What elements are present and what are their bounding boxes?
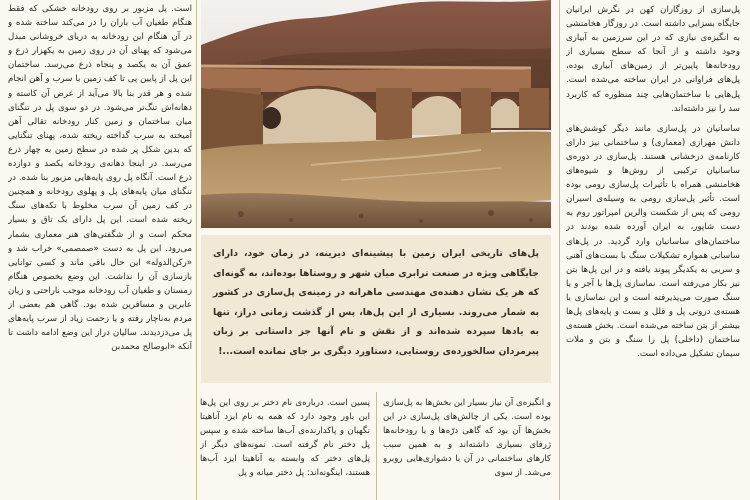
column-divider: [376, 392, 377, 500]
article-column-bottom-mid: [383, 396, 551, 500]
paragraph: پل‌سازی از روزگاران کهن در نگرش ایرانیان جایگاه بسزایی داشته است. در روزگار هخامنشی به انگیزه‌ی نیازی که در این سرزمین به آبیاری وجود داشته و از آنجا که سطح بسیاری از رودخانه‌ها پایین‌تر از زمین‌های آبیاری بوده، پل‌های فراوانی در ایران ساخته می‌شده است. پل‌هایی با ساختمان‌هایی چند منظوره که کاربرد سد را نیز داشته‌اند.: [566, 5, 740, 114]
photo-caption: پل‌های تاریخی ایران زمین با پیشینه‌ای دیرینه، در زمان خود، دارای جایگاهی ویژه در صنعت ترابری میان شهر و روستاها بوده‌اند، به گونه‌ای که هر یک نشان دهنده‌ی مهندسی ماهرانه در زمینه‌ی پل‌سازی در کشور به شمار می‌روند. بسیاری از این پل‌ها، پس از گذشت زمانی دراز، تنها به یادها سپرده شده‌اند و از نقش و نام آنها جز داستانی بر زبان پیرمردان سالخورده‌ی روستایی، دستاورد دیگری بر جای نمانده است...!: [201, 235, 551, 383]
bridge-photo: [201, 0, 551, 228]
article-column-bottom-inner: [200, 396, 370, 500]
column-divider: [559, 0, 560, 500]
paragraph: است. پل مزبور بر روی رودخانه خشکی که فقط هنگام طغیان آب باران را در می‌کند ساخته شده و در آن هنگام این رودخانه به دریای خروشانی مبدل می‌شود که پهنای آن در روی زمین به یکهزار ذرع و عمق آن به یکصد و پنجاه ذرع می‌رسد. ساختمان این پل از پایین پی تا کف زمین با سرب و آهن انجام شده و هر قدر بنا بالا می‌آید از عرض آن کاسته و دهانه‌اش تنگ‌تر می‌شود. در دو سوی پل در تنگنای میان ساختمان و زمین کنار رودخانه تقالی آهن آمیخته به سرب گداخته ریخته شده، پهنای تنگنایی که بدین شکل پر شده در سطح زمین به چهار ذرع می‌رسد. در اینجا دهانه‌ی رودخانه یکصد و دوازده ذرع است. آنگاه پل روی پایه‌هایی مزبور بنا شده. در تنگنای میان پایه‌های پل و پهلوی رودخانه و همچنین در کف زمین آن سرب مخلوط با تکه‌های سنگ ریخته شده است. این پل دارای یک تاق و بسیار محکم است و از شگفتی‌های هنر معماری بشمار می‌رود. این پل به دست «صمصمی» خراب شد و «رکن‌الدوله» این حال باقی ماند و کسی توانایی بازسازی آن را نداشت. این وضع بخصوص هنگام زمستان و طغیان آب رودخانه موجب ناراحتی و زیان عابرین و مسافرین شده بود. گاهی هم بعضی از مردم به‌ناچار رفته و یا زحمت زیاد از سرب پایه‌های پل می‌دزدیدند. سالیان دراز این وضع ادامه داشت تا آنکه «ابوصالح محمدبن: [8, 4, 192, 353]
article-column-right: [566, 3, 740, 500]
paragraph: و انگیزه‌ی آن نیاز بسیار این بخش‌ها به پل‌سازی بوده است. یکی از چالش‌های پل‌سازی در این بخش‌ها آن بود که گاهی درّه‌ها و یا رودخانه‌ها ژرفای بسیاری داشته‌اند و به همین سبب کارهای ساختمانی در آن با دشواری‌هایی روبرو می‌شد. از سوی: [383, 398, 551, 479]
paragraph: پسین است. درباره‌ی نام دختر بر روی این پل‌ها این باور وجود دارد که همه به نام ایزد آناهیتا نگهبان و پاکدارنده‌ی آب‌ها ساخته شده و سپس پل دختر نام گرفته است. نمونه‌های دیگر از پل‌های دختر که وابسته به آناهیتا ایزد آب‌ها هستند، اینگونه‌اند: پل دختر میانه و پل: [200, 398, 370, 479]
article-column-left: [8, 2, 192, 500]
column-divider: [196, 0, 197, 500]
paragraph: ساسانیان در پل‌سازی مانند دیگر کوشش‌های دانش مهرازی (معماری) و ساختمانی نیز دارای کارنامه‌ی درخشانی هستند. پل‌سازی در دوره‌ی ساسانیان ترکیبی از روش‌ها و شیوه‌های هخامنشی همراه با تأثیرات پل‌سازی رومی بوده است. تأثیر پل‌سازی رومی به وسیله‌ی اسیران رومی که پس از شکست والرین امپراتور روم به دست شاپور، به ایران آورده شده بودند در ساختمان‌های ساسانیان وارد گردید. در پل‌های ساسانی همواره تشکیلات سنگ با بست‌های آهنی و سربی به یکدیگر پیوند یافته و در این پل‌ها بتن نیز بکار می‌رفته است. نماسازی پل‌ها با آجر و یا سنگ صورت می‌پذیرفته است و این نماسازی با هسته‌ی درونی پل و قلل و بست و پایه‌های پل‌ها بیشتر از بتن ساخته می‌شده است. بخش هسته‌ی ساختمان (داخلی) پل را سنگ و بتن و ملات سیمان تشکیل می‌داده است.: [566, 123, 740, 360]
